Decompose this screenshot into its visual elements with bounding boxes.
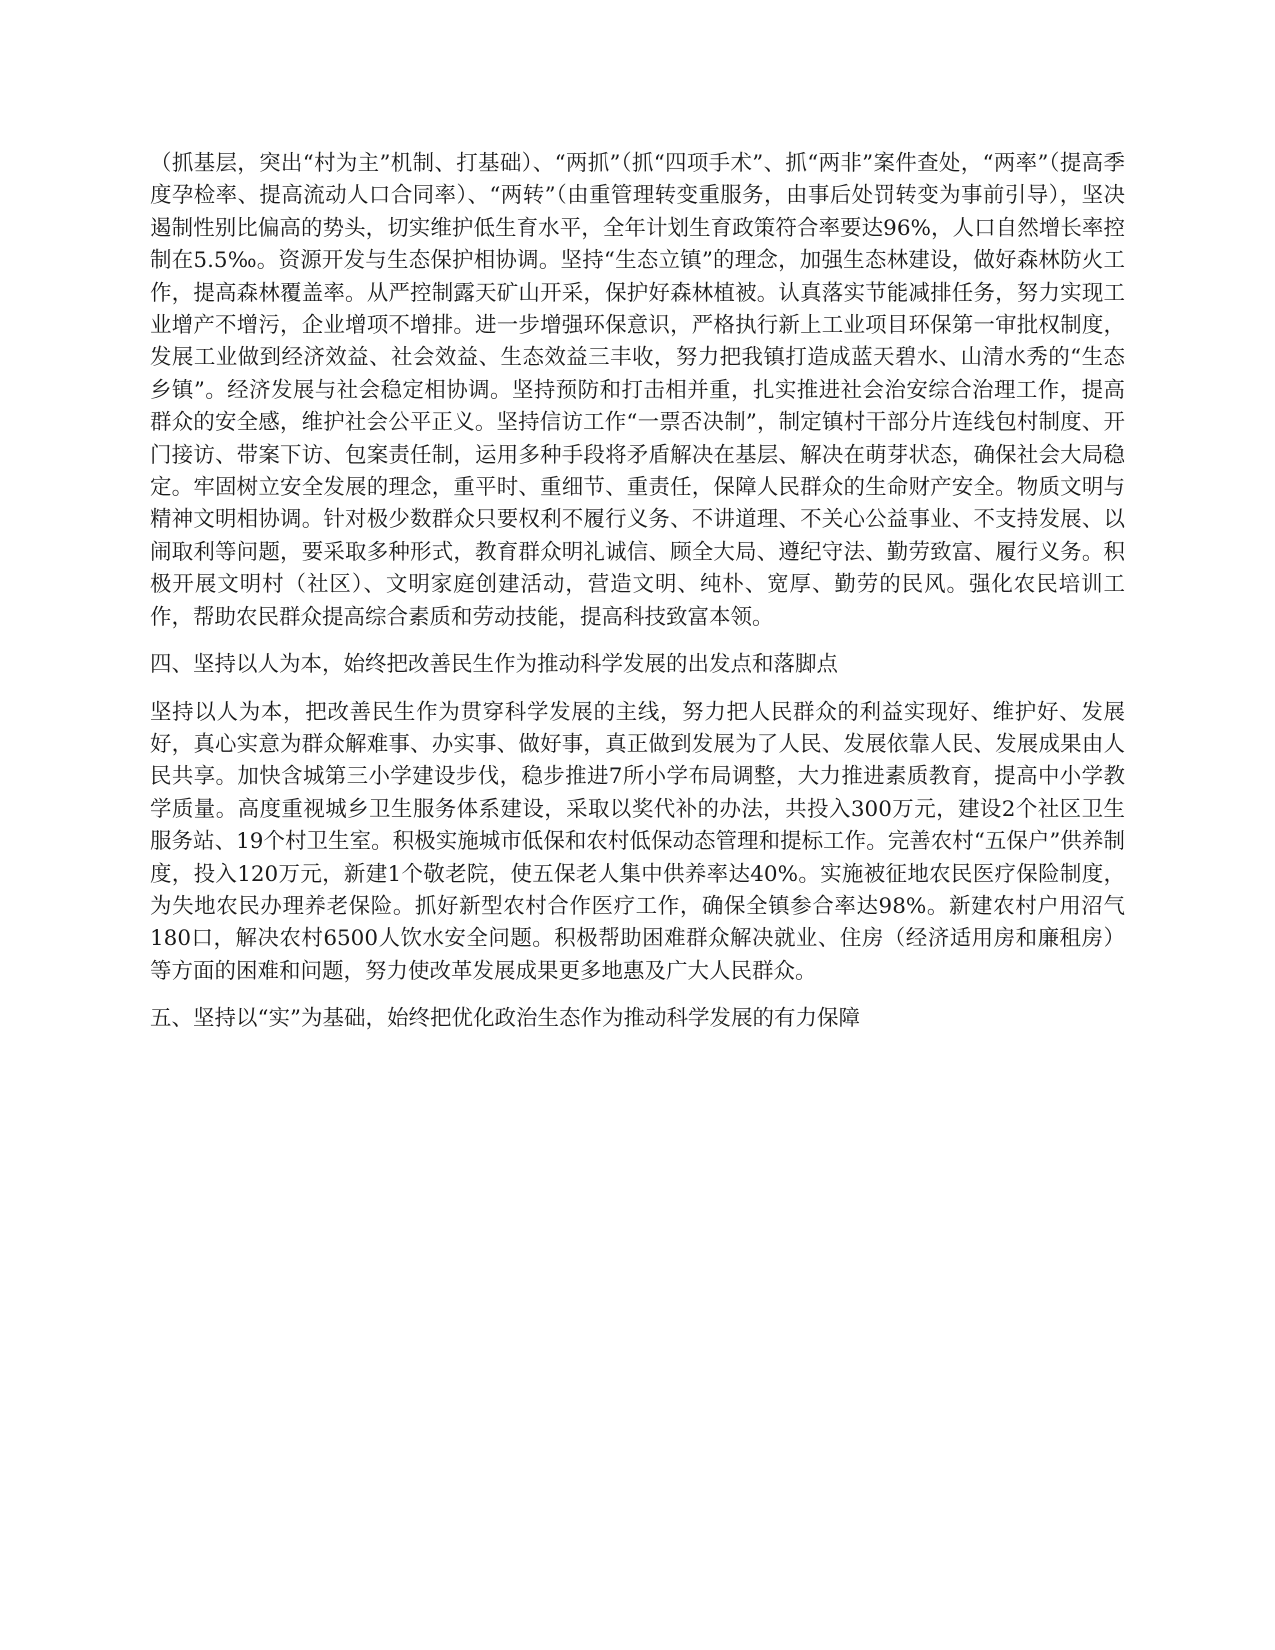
section-heading-4: 四、坚持以人为本，始终把改善民生作为推动科学发展的出发点和落脚点 — [150, 652, 839, 678]
body-paragraph-2: 坚持以人为本，把改善民生作为贯穿科学发展的主线，努力把人民群众的利益实现好、维护好、发展好，真心实意为群众解难事、办实事、做好事，真正做到发展为了人民、发展依靠人民、发展成果由人民共享。加快含城第三小学建设步伐，稳步推进7所小学布局调整，大力推进素质教育，提高中小学教学质量。高度重视城乡卫生服务体系建设，采取以奖代补的办法，共投入300万元，建设2个社区卫生服务站、19个村卫生室。积极实施城市低保和农村低保动态管理和提标工作。完善农村“五保户”供养制度，投入120万元，新建1个敬老院，使五保老人集中供养率达40%。实施被征地农民医疗保险制度，为失地农民办理养老保险。抓好新型农村合作医疗工作，确保全镇参合率达98%。新建农村户用沼气180口，解决农村6500人饮水安全问题。积极帮助困难群众解决就业、住房（经济适用房和廉租房）等方面的困难和问题，努力使改革发展成果更多地惠及广大人民群众。 — [150, 699, 1125, 984]
document-page — [150, 148, 1125, 1051]
section-heading-5: 五、坚持以“实”为基础，始终把优化政治生态作为推动科学发展的有力保障 — [150, 1006, 860, 1032]
body-paragraph-1: （抓基层，突出“村为主”机制、打基础）、“两抓”（抓“四项手术”、抓“两非”案件查处，“两率”（提高季度孕检率、提高流动人口合同率）、“两转”（由重管理转变重服务，由事后处罚转变为事前引导），坚决遏制性别比偏高的势头，切实维护低生育水平，全年计划生育政策符合率要达96%，人口自然增长率控制在5.5‰。资源开发与生态保护相协调。坚持“生态立镇”的理念，加强生态林建设，做好森林防火工作，提高森林覆盖率。从严控制露天矿山开采，保护好森林植被。认真落实节能减排任务，努力实现工业增产不增污，企业增项不增排。进一步增强环保意识，严格执行新上工业项目环保第一审批权制度，发展工业做到经济效益、社会效益、生态效益三丰收，努力把我镇打造成蓝天碧水、山清水秀的“生态乡镇”。经济发展与社会稳定相协调。坚持预防和打击相并重，扎实推进社会治安综合治理工作，提高群众的安全感，维护社会公平正义。坚持信访工作“一票否决制”，制定镇村干部分片连线包村制度、开门接访、带案下访、包案责任制，运用多种手段将矛盾解决在基层、解决在萌芽状态，确保社会大局稳定。牢固树立安全发展的理念，重平时、重细节、重责任，保障人民群众的生命财产安全。物质文明与精神文明相协调。针对极少数群众只要权利不履行义务、不讲道理、不关心公益事业、不支持发展、以闹取利等问题，要采取多种形式，教育群众明礼诚信、顾全大局、遵纪守法、勤劳致富、履行义务。积极开展文明村（社区）、文明家庭创建活动，营造文明、纯朴、宽厚、勤劳的民风。强化农民培训工作，帮助农民群众提高综合素质和劳动技能，提高科技致富本领。 — [150, 151, 1125, 630]
